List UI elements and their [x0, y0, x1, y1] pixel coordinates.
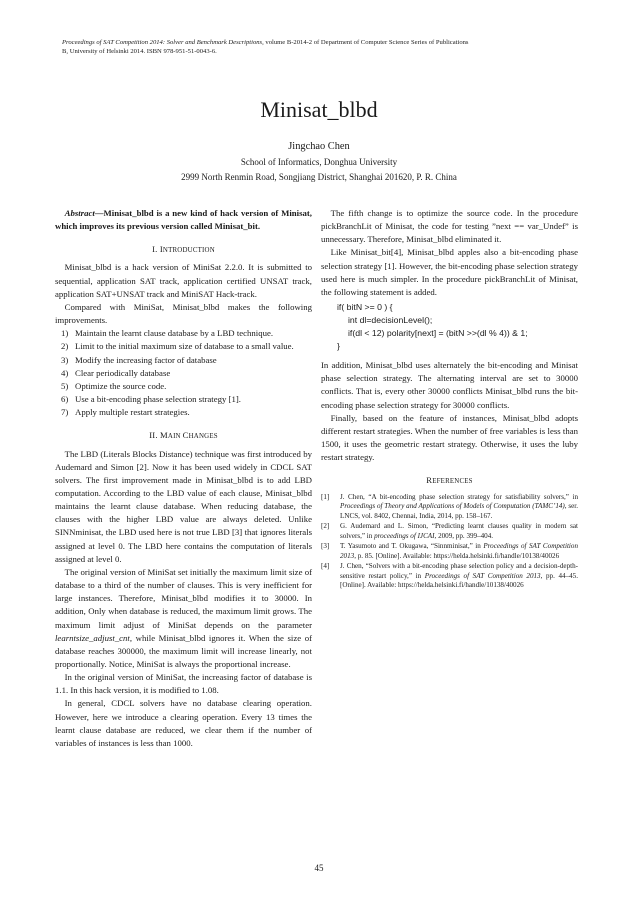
body-paragraph: The original version of MiniSat set initially the maximum limit size of database to a third of the number of clauses. This is very inefficient for large instances. Therefore, Minisat_blbd modifies it to 30000. In addition, Only when database is reduced, the maximum limit grows. The maximum limit adjust of MiniSat depends on the parameter learntsize_adjust_cnt, while Minisat_blbd ignores it. When the size of database reaches 300000, the maximum limit will increase linearly, not proportionally. Notice, MiniSat is always the proportional increase. [55, 566, 312, 669]
abstract-text: —Minisat_blbd is a new kind of hack version of Minisat, which improves its previous version called Minisat_bit. [55, 208, 312, 232]
left-column [55, 207, 312, 750]
body-paragraph: In general, CDCL solvers have no database clearing operation. However, here we introduce a clearing operation. Every 13 times the learnt clause database are reduced, we clear them if the number of variables of instances is less than 1000. [55, 698, 312, 748]
reference-item: [1] J. Chen, “A bit-encoding phase selection strategy for satisfiability solvers,” in Proceedings of Theory and Applications of Models of Computation (TAMC’14), ser. LNCS, vol. 8402, Chennai, India, 2014, pp. 158–167. [321, 492, 578, 520]
code-snippet [321, 301, 578, 353]
body-paragraph: In the original version of MiniSat, the increasing factor of database is 1.1. In this hack version, it is modified to 1.08. [55, 672, 312, 696]
header-isbn: B, University of Helsinki 2014. ISBN 978-951-51-0043-6. [62, 48, 217, 55]
list-item: 6) Use a bit-encoding phase selection strategy [1]. [61, 394, 241, 405]
reference-item: [3] T. Yasumoto and T. Okugawa, “Sinnminisat,” in Proceedings of SAT Competition 2013, p. 85. [Online]. Available: https://helda.helsinki.fi/handle/10138/40026 [321, 542, 578, 560]
running-header [62, 38, 582, 56]
abstract [55, 207, 312, 233]
code-line: int dl=decisionLevel(); [348, 315, 433, 326]
reference-item: [2] G. Audemard and L. Simon, “Predicting learnt clauses quality in modern sat solvers,” in proceedings of IJCAI, 2009, pp. 399–404. [321, 522, 578, 540]
paper-title: Minisat_blbd [260, 97, 378, 122]
abstract-label: Abstract [64, 208, 95, 218]
section-heading-main-changes: II. MAIN CHANGES [149, 430, 218, 441]
list-item: 2) Limit to the initial maximum size of database to a small value. [61, 341, 294, 352]
page-number: 45 [314, 863, 324, 873]
list-item: 5) Optimize the source code. [61, 380, 167, 391]
list-item: 4) Clear periodically database [61, 367, 171, 378]
improvements-list [55, 327, 312, 419]
list-item: 7) Apply multiple restart strategies. [61, 407, 190, 418]
header-volume: , volume B-2014-2 of Department of Computer Science Series of Publications [262, 39, 469, 46]
section-heading-references: REFERENCES [426, 475, 473, 486]
intro-paragraph: Compared with MiniSat, Minisat_blbd makes the following improvements. [55, 301, 312, 326]
reference-item: [4] J. Chen, “Solvers with a bit-encoding phase selection policy and a decision-depth-sensitive restart policy,” in Proceedings of SAT Competition 2013, pp. 44–45. [Online]. Available: https://helda.helsinki.fi/handle/10138/40026 [321, 562, 578, 589]
intro-paragraph: Minisat_blbd is a hack version of MiniSat 2.2.0. It is submitted to sequential, application SAT track, application certified UNSAT track, application SAT+UNSAT track and MiniSAT Hack-track. [55, 262, 312, 299]
body-paragraph: In addition, Minisat_blbd uses alternately the bit-encoding and Minisat phase selection strategy. The alternating interval are set to 30000 conflicts. That is, every other 30000 conflicts Minisat_blbd runs the bit-encoding phase selection strategy for 30000 conflicts. [321, 360, 578, 410]
body-paragraph: The fifth change is to optimize the source code. In the procedure pickBranchLit of Minisat, the code for testing ”next == var_Undef” is unnecessary. Therefore, Minisat_blbd eliminated it. [321, 208, 578, 245]
code-line: if(dl < 12) polarity[next] = (bitN >>(dl % 4)) & 1; [348, 328, 528, 339]
list-item: 3) Modify the increasing factor of database [61, 354, 217, 365]
body-paragraph: Finally, based on the feature of instances, Minisat_blbd adopts different restart strategies. When the number of free variables is less than 1500, it uses the geometric restart strategy. Otherwise, it uses the luby restart strategy. [321, 412, 578, 463]
author-name: Jingchao Chen [288, 141, 350, 152]
author-address: 2999 North Renmin Road, Songjiang District, Shanghai 201620, P. R. China [181, 172, 457, 182]
right-column [321, 207, 578, 592]
list-item: 1) Maintain the learnt clause database by a LBD technique. [61, 328, 274, 339]
author-affiliation: School of Informatics, Donghua University [240, 157, 398, 167]
section-heading-introduction: I. INTRODUCTION [152, 244, 215, 255]
code-line: if( bitN >= 0 ) { [337, 302, 393, 313]
body-paragraph: Like Minisat_bit[4], Minisat_blbd apples also a bit-encoding phase selection strategy [1]. However, the bit-encoding phase selection strategy used here is much simpler. In the procedure pickBranchLit of Minisat, the following statement is added. [321, 247, 578, 297]
reference-list [321, 493, 578, 591]
code-line: } [337, 341, 340, 352]
body-paragraph: The LBD (Literals Blocks Distance) technique was first introduced by Audemard and Simon [2]. Now it has been used widely in CDCL SAT solvers. The first improvement made in Minisat_blbd is to add LBD computation. According to the LBD value of each clause, Minisat_blbd maintains the learnt clause database. When reducing database, the clauses with the higher LBD value are always deleted. Unlike SINNminisat, the LBD used here is not true LBD [3] that ignores literals assigned at level 0. The LBD here contains the computation of literals assigned at level 0. [55, 448, 312, 564]
header-proceedings: Proceedings of SAT Competition 2014: Solver and Benchmark Descriptions [62, 39, 263, 46]
